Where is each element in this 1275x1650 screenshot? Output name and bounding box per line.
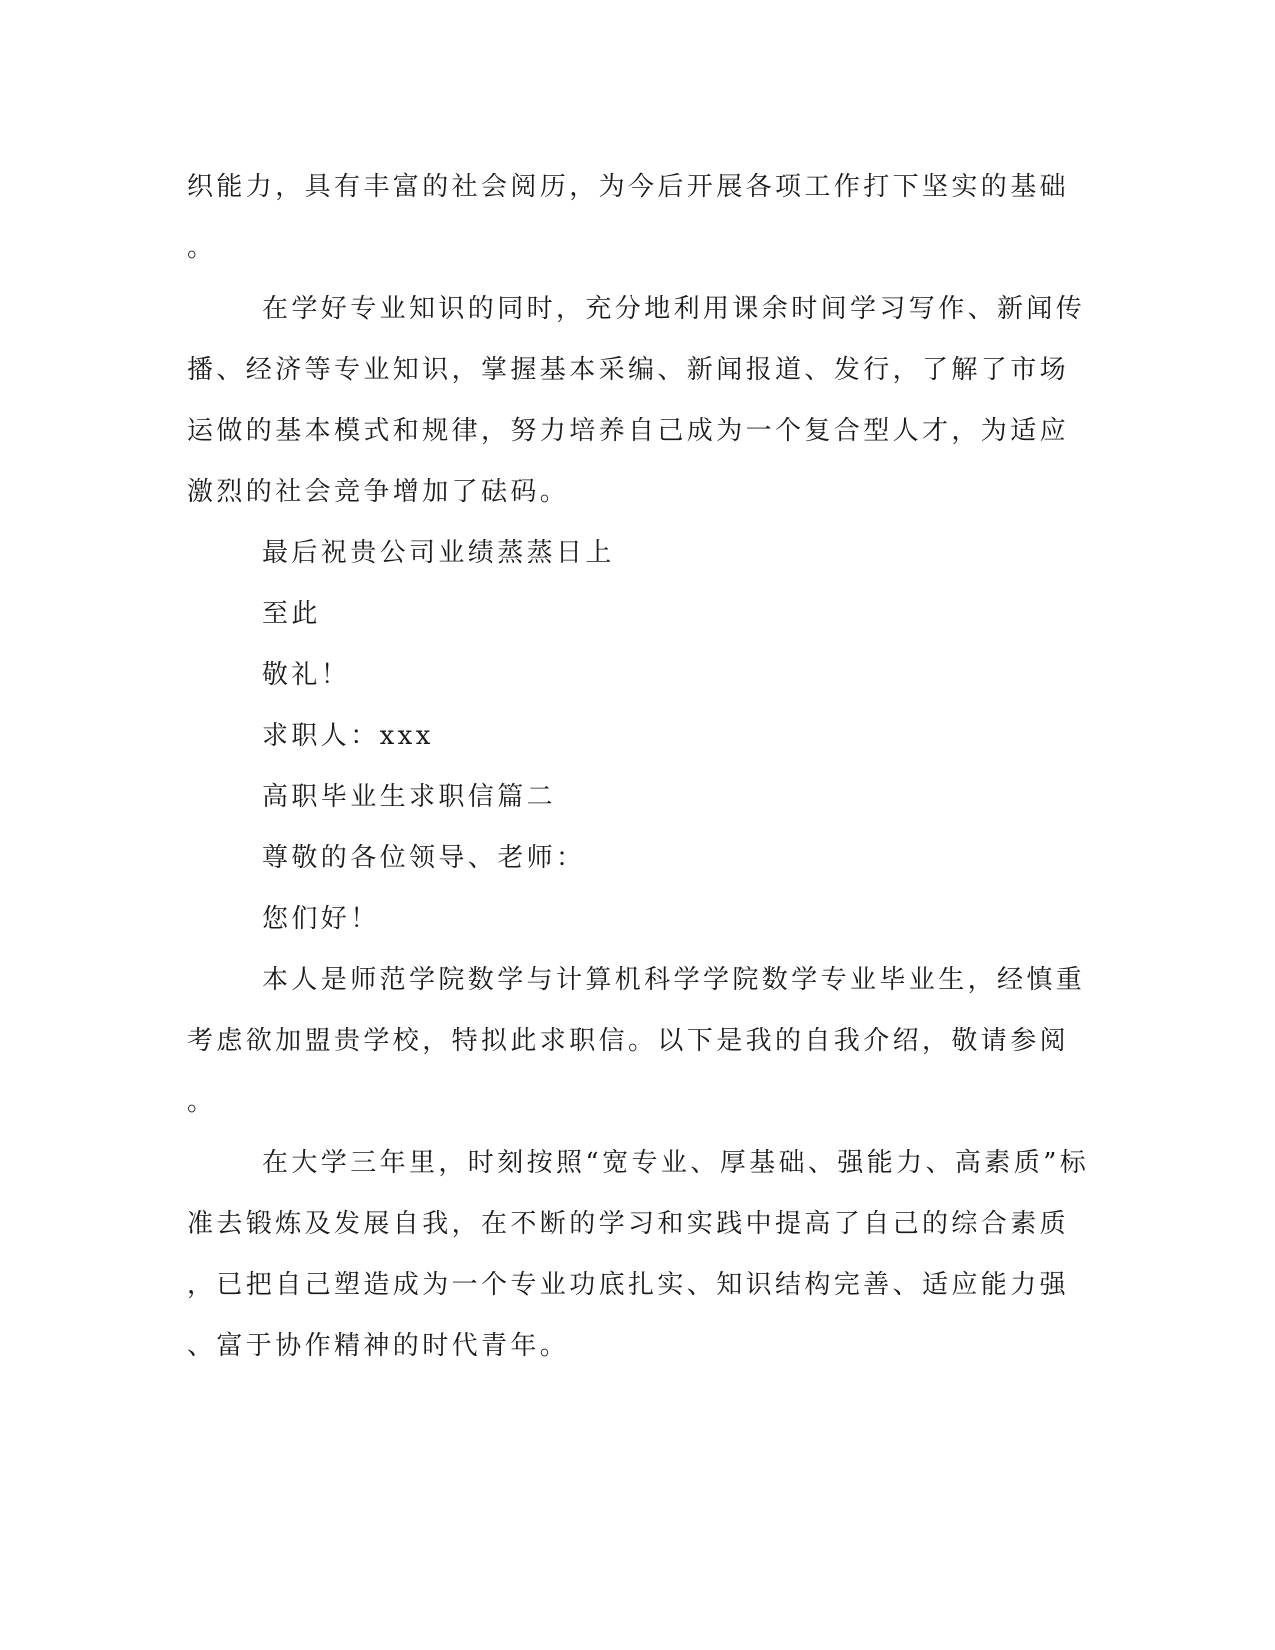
text-line: 运做的基本模式和规律，努力培养自己成为一个复合型人才，为适应 — [187, 416, 1070, 446]
greeting-recipients: 尊敬的各位领导、老师： — [262, 843, 586, 873]
text-line: 准去锻炼及发展自我，在不断的学习和实践中提高了自己的综合素质 — [187, 1209, 1070, 1239]
text-line: 。 — [187, 233, 217, 263]
closing-wish: 最后祝贵公司业绩蒸蒸日上 — [262, 538, 615, 568]
text-line: 考虑欲加盟贵学校，特拟此求职信。以下是我的自我介绍，敬请参阅 — [187, 1026, 1070, 1056]
paragraph-start-line: 在学好专业知识的同时，充分地利用课余时间学习写作、新闻传 — [262, 294, 1086, 324]
text-line: 。 — [187, 1087, 217, 1117]
text-line: 织能力，具有丰富的社会阅历，为今后开展各项工作打下坚实的基础 — [187, 172, 1070, 202]
text-line: 播、经济等专业知识，掌握基本采编、新闻报道、发行，了解了市场 — [187, 355, 1070, 385]
text-line: ，已把自己塑造成为一个专业功底扎实、知识结构完善、适应能力强 — [187, 1270, 1070, 1300]
text-line: 、富于协作精神的时代青年。 — [187, 1331, 570, 1361]
signature-line: 求职人：xxx — [262, 721, 434, 751]
greeting: 您们好！ — [262, 904, 380, 934]
closing-phrase: 至此 — [262, 599, 321, 629]
paragraph-start-line: 本人是师范学院数学与计算机科学学院数学专业毕业生，经慎重 — [262, 965, 1086, 995]
section-title: 高职毕业生求职信篇二 — [262, 782, 557, 812]
salutation-closing: 敬礼！ — [262, 660, 351, 690]
text-line: 激烈的社会竞争增加了砝码。 — [187, 477, 570, 507]
paragraph-start-line: 在大学三年里，时刻按照“宽专业、厚基础、强能力、高素质”标 — [262, 1148, 1090, 1178]
